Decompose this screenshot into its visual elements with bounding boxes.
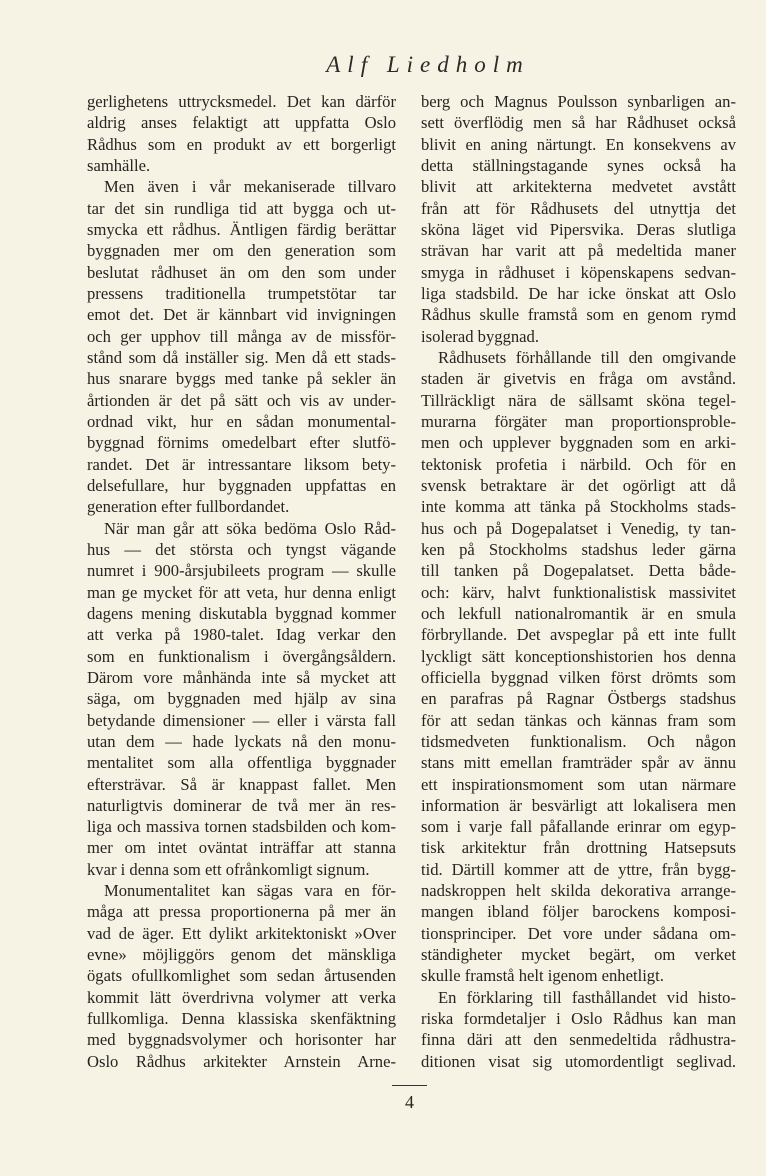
text-line: ditionen visat sig utomordentligt seglivad. <box>421 1051 736 1071</box>
paragraph <box>421 347 736 987</box>
text-line: pressens traditionella trumpetstötar tar <box>87 283 396 303</box>
text-line: och: kärv, halvt funktionalistisk massivitet <box>421 582 736 602</box>
paragraph <box>87 91 396 176</box>
page-number: 4 <box>405 1092 414 1112</box>
text-line: inte komma att tänka på Stockholms stads- <box>421 497 736 517</box>
text-line: När man går att söka bedöma Oslo Råd- <box>104 518 396 538</box>
text-line: stånd som då inställer sig. Men då ett stads- <box>87 347 396 367</box>
text-line: ett inspirationsmoment som utan närmare <box>421 774 736 794</box>
text-line: Rådhusets förhållande till den omgivande <box>438 347 736 367</box>
text-line: Tillräckligt nära de sällsamt sköna tegel- <box>421 390 736 410</box>
text-line: ögats ofullkomlighet som sedan årtusenden <box>87 966 396 986</box>
text-line: finna däri att den senmedeltida rådhustra- <box>421 1030 736 1050</box>
text-line: beslutat rådhuset än om den som under <box>87 262 396 282</box>
paragraph <box>87 176 396 517</box>
text-line: vad de äger. Ett dylikt arkitektoniskt »Over <box>87 923 396 943</box>
text-line: utan dem — hade lyckats nå den monu- <box>87 731 396 751</box>
text-line: man ge mycket för att veta, hur denna enligt <box>87 582 396 602</box>
text-line: liga stadsbild. De har icke önskat att Oslo <box>421 283 736 303</box>
text-line: gerlighetens uttrycksmedel. Det kan därför <box>87 92 396 111</box>
text-line: Därom vore månhända inte så mycket att <box>87 667 396 687</box>
text-line: Monumentalitet kan sägas vara en för- <box>104 881 396 901</box>
text-line: som en funktionalism i övergångsåldern. <box>87 646 396 666</box>
text-line: och lekfull nationalromantik är en smula <box>421 603 736 623</box>
text-line: information är besvärligt att lokalisera men <box>421 795 736 815</box>
text-column-left <box>87 91 396 1072</box>
text-column-right <box>421 91 736 1072</box>
text-line: blivit att arkitekterna medvetet avstått <box>421 177 736 197</box>
paragraph <box>87 518 396 881</box>
text-line: hus och på Dogepalatset i Venedig, ty tan- <box>421 518 736 538</box>
text-line: Men även i vår mekaniserade tillvaro <box>104 177 396 197</box>
text-line: randet. Det är intressantare liksom bety- <box>87 454 396 474</box>
text-line: evne» möjliggörs genom det mänskliga <box>87 945 396 965</box>
text-line: nadskroppen helt skilda dekorativa arrange- <box>421 881 736 901</box>
text-line: kvar i denna som ett ofrånkomligt signum. <box>87 859 370 879</box>
text-line: årtionden är det på sätt och vis av under- <box>87 390 396 410</box>
text-line: men och upplever byggnaden som en arki- <box>421 433 736 453</box>
text-line: säga, om byggnaden med hjälp av sina <box>87 689 396 709</box>
text-line: med byggnadsvolymer och horisonter har <box>87 1030 396 1050</box>
text-line: från att för Rådhusets del utnyttja det <box>421 198 736 218</box>
text-line: sett överflödig men så har Rådhuset också <box>421 113 736 133</box>
text-line: ken på Stockholms stadshus leder gärna <box>421 539 736 559</box>
text-line: lyckligt sätt konceptionshistorien hos denna <box>421 646 736 666</box>
text-line: måga att pressa proportionerna på mer än <box>87 902 396 922</box>
text-line: eftersträvar. Så är knappast fallet. Men <box>87 774 396 794</box>
footer-rule <box>392 1085 427 1086</box>
text-line: blivit en aning närtungt. En konsekvens av <box>421 134 736 154</box>
text-line: Rådhus som en produkt av ett borgerligt <box>87 134 396 154</box>
text-line: tisk arkitektur från drottning Hatsepsuts <box>421 838 736 858</box>
text-line: tid. Därtill kommer att de yttre, från bygg- <box>421 859 736 879</box>
running-head-author: Alf Liedholm <box>326 52 530 77</box>
text-line: isolerad byggnad. <box>421 326 539 346</box>
text-line: detta ställningstagande synes också ha <box>421 155 736 175</box>
text-line: delsefullare, hur byggnaden uppfattas en <box>87 475 396 495</box>
text-line: officiella byggnad vilken först drömts som <box>421 667 736 687</box>
text-line: riska formdetaljer i Oslo Rådhus kan man <box>421 1009 736 1029</box>
paragraph <box>421 987 736 1072</box>
text-line: tidsmedveten funktionalism. Och någon <box>421 731 736 751</box>
text-line: och ger upphov till många av de missför- <box>87 326 396 346</box>
text-line: som i varje fall påfallande erinrar om egyp- <box>421 817 736 837</box>
text-line: byggnaden mer om den generation som <box>87 241 396 261</box>
text-line: samhälle. <box>87 155 151 175</box>
text-line: byggnad förnims omedelbart efter slutfö- <box>87 433 396 453</box>
text-line: strävan har varit att på medeltida maner <box>421 241 736 261</box>
text-line: murarna förgäter man proportionsproble- <box>421 411 736 431</box>
text-line: betydande dimensioner — eller i värsta fall <box>87 710 396 730</box>
text-line: staden är givetvis en fråga om avstånd. <box>421 369 736 389</box>
text-line: förbryllande. Det avspeglar på ett inte fullt <box>421 625 736 645</box>
text-line: tar det sin rundliga tid att bygga och ut- <box>87 198 396 218</box>
text-line: ordnad vikt, hur en sådan monumental- <box>87 411 396 431</box>
text-line: smycka ett rådhus. Äntligen färdig berättar <box>87 219 396 239</box>
paragraph <box>87 880 396 1072</box>
text-line: aldrig anses felaktigt att uppfatta Oslo <box>87 113 396 133</box>
text-line: skulle framstå helt igenom enhetligt. <box>421 966 664 986</box>
text-line: kommit lätt överdrivna volymer att verka <box>87 987 396 1007</box>
text-line: Rådhus skulle framstå som en genom rymd <box>421 305 736 325</box>
text-line: tektonisk profetia i närbild. Och för en <box>421 454 736 474</box>
text-line: att verka på 1980-talet. Idag verkar den <box>87 625 396 645</box>
text-line: fullkomliga. Denna klassiska skenfäktning <box>87 1009 396 1029</box>
text-line: liga och massiva tornen stadsbilden och kom- <box>87 817 396 837</box>
text-line: naturligtvis dominerar de två mer än res- <box>87 795 396 815</box>
text-line: berg och Magnus Poulsson synbarligen an- <box>421 92 736 111</box>
text-line: dagens mening diskutabla byggnad kommer <box>87 603 396 623</box>
text-line: stans mitt emellan framträder spår av ännu <box>421 753 736 773</box>
text-line: svensk betraktare är det ogörligt att då <box>421 475 736 495</box>
text-line: numret i 900-årsjubileets program — skulle <box>87 561 396 581</box>
text-line: generation efter fullbordandet. <box>87 497 290 517</box>
text-line: Oslo Rådhus arkitekter Arnstein Arne- <box>87 1051 396 1071</box>
text-line: mangen ibland följer barockens komposi- <box>421 902 736 922</box>
text-line: sköna läget vid Pipersvika. Deras slutliga <box>421 219 736 239</box>
text-line: en parafras på Ragnar Östbergs stadshus <box>421 689 736 709</box>
text-line: En förklaring till fasthållandet vid histo- <box>438 987 736 1007</box>
text-line: emot det. Det är kännbart vid invigningen <box>87 305 396 325</box>
text-line: ständigheter mycket begärt, om verket <box>421 945 736 965</box>
text-line: hus snarare byggs med tanke på sekler än <box>87 369 396 389</box>
text-line: mentalitet som alla offentliga byggnader <box>87 753 396 773</box>
text-line: mer om intet oväntat inträffar att stanna <box>87 838 396 858</box>
text-line: till tanken på Dogepalatset. Detta både- <box>421 561 736 581</box>
text-line: smyga in rådhuset i köpenskapens sedvan- <box>421 262 736 282</box>
text-line: hus — det största och tyngst vägande <box>87 539 396 559</box>
text-line: för att sedan tänkas och kännas fram som <box>421 710 736 730</box>
paragraph <box>421 91 736 347</box>
text-line: tionsprinciper. Det vore under sådana om- <box>421 923 736 943</box>
